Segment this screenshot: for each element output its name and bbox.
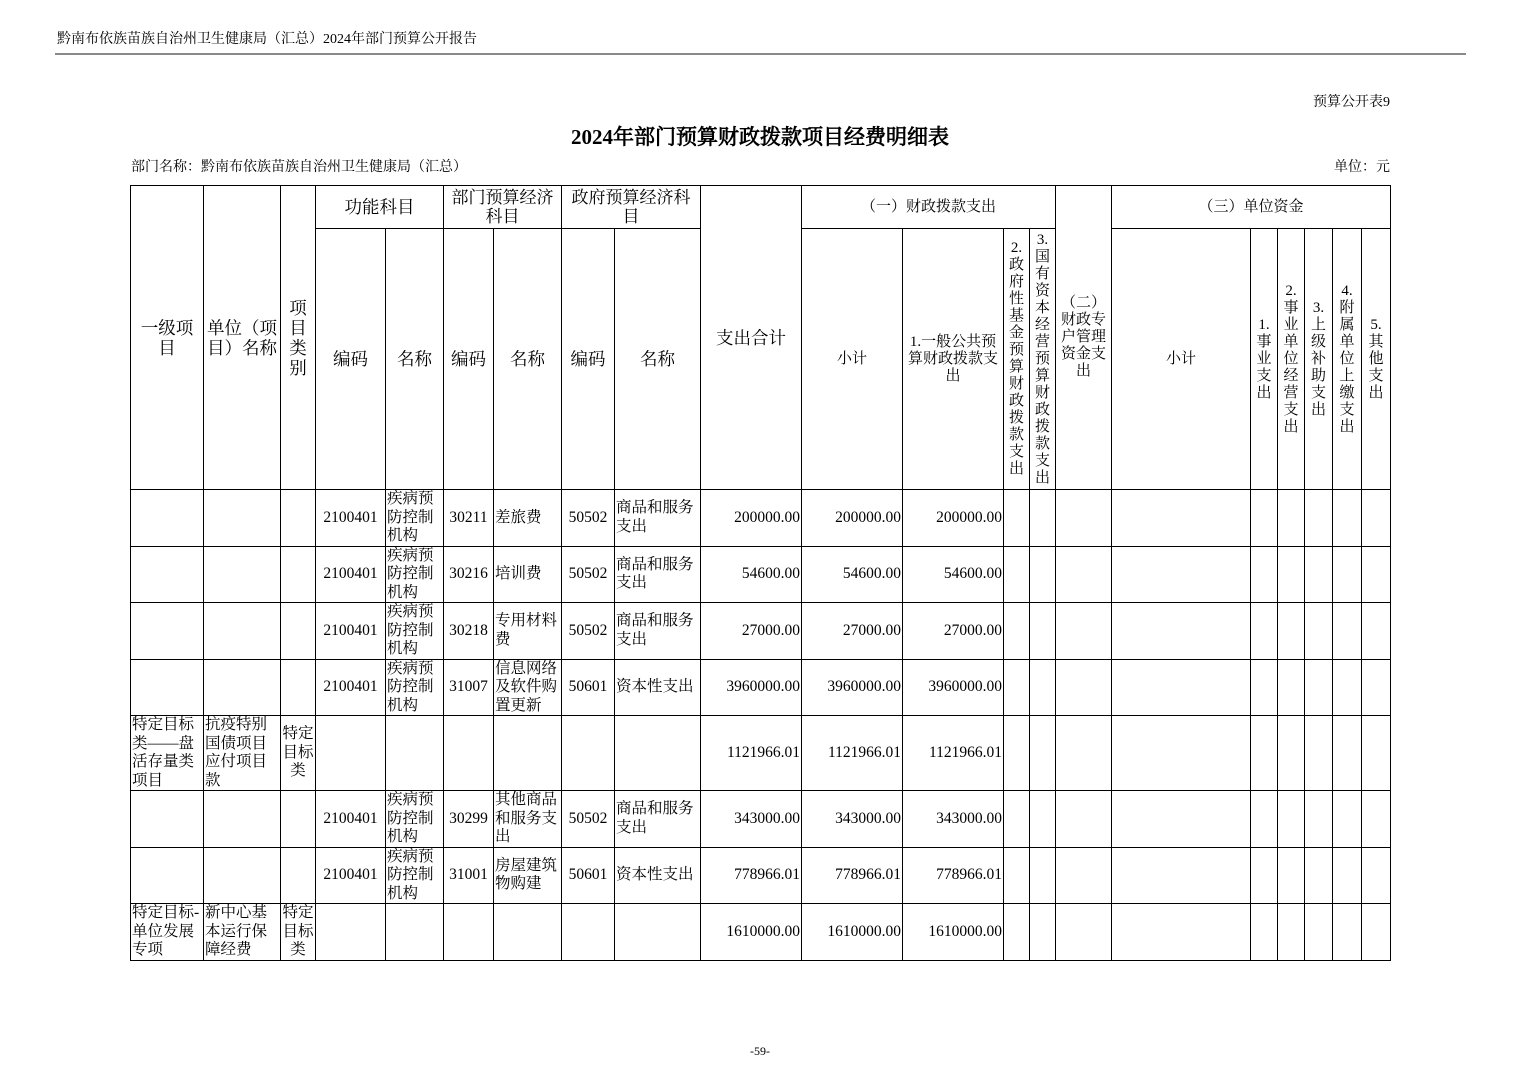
superior-subsidy-expenditure-cell — [1305, 546, 1333, 603]
gov-fund-budget-cell — [1004, 847, 1030, 904]
special-account-funds-cell — [1056, 904, 1112, 961]
header-general-public-budget: 1.一般公共预算财政拨款支出 — [903, 229, 1004, 490]
running-header: 黔南布依族苗族自治州卫生健康局（汇总）2024年部门预算公开报告 — [57, 32, 477, 47]
fiscal-subtotal-cell: 343000.00 — [802, 791, 903, 848]
dept-econ-name-cell: 专用材料费 — [494, 603, 562, 660]
project-category-cell — [281, 847, 316, 904]
table-row — [131, 659, 1391, 716]
other-expenditure-cell — [1362, 490, 1391, 547]
header-unit-funds: （三）单位资金 — [1112, 186, 1391, 229]
dept-econ-name-cell: 培训费 — [494, 546, 562, 603]
header-dept-economic-subject: 部门预算经济科目 — [444, 186, 562, 229]
unit-funds-subtotal-cell — [1112, 791, 1251, 848]
state-capital-budget-cell — [1030, 904, 1056, 961]
functional-name-cell: 疾病预防控制机构 — [386, 791, 444, 848]
dept-econ-code-cell: 31007 — [444, 659, 494, 716]
gov-fund-budget-cell — [1004, 603, 1030, 660]
header-functional-code: 编码 — [316, 229, 386, 490]
header-state-capital-budget: 3.国有资本经营预算财政拨款支出 — [1030, 229, 1056, 490]
other-expenditure-cell — [1362, 659, 1391, 716]
gov-econ-name-cell: 商品和服务支出 — [615, 546, 701, 603]
dept-econ-name-cell — [494, 904, 562, 961]
superior-subsidy-expenditure-cell — [1305, 904, 1333, 961]
unit-funds-subtotal-cell — [1112, 716, 1251, 791]
header-project-category: 项目类别 — [281, 186, 316, 490]
state-capital-budget-cell — [1030, 791, 1056, 848]
header-fiscal-subtotal: 小计 — [802, 229, 903, 490]
header-total-expenditure: 支出合计 — [701, 186, 802, 490]
gov-econ-code-cell: 50502 — [562, 490, 615, 547]
general-public-budget-cell: 1610000.00 — [903, 904, 1004, 961]
total-expenditure-cell: 3960000.00 — [701, 659, 802, 716]
unit-project-name-cell — [204, 847, 281, 904]
state-capital-budget-cell — [1030, 603, 1056, 660]
general-public-budget-cell: 200000.00 — [903, 490, 1004, 547]
dept-econ-code-cell: 30211 — [444, 490, 494, 547]
header-special-account-funds: （二）财政专户管理资金支出 — [1056, 186, 1112, 490]
gov-econ-name-cell: 商品和服务支出 — [615, 490, 701, 547]
unit-project-name-cell — [204, 603, 281, 660]
header-functional-name: 名称 — [386, 229, 444, 490]
general-public-budget-cell: 54600.00 — [903, 546, 1004, 603]
first-level-project-cell — [131, 659, 204, 716]
general-public-budget-cell: 778966.01 — [903, 847, 1004, 904]
other-expenditure-cell — [1362, 546, 1391, 603]
total-expenditure-cell: 27000.00 — [701, 603, 802, 660]
affiliated-remittance-expenditure-cell — [1333, 546, 1362, 603]
gov-econ-code-cell — [562, 904, 615, 961]
gov-econ-code-cell: 50502 — [562, 791, 615, 848]
functional-name-cell: 疾病预防控制机构 — [386, 603, 444, 660]
header-gov-econ-name: 名称 — [615, 229, 701, 490]
gov-fund-budget-cell — [1004, 490, 1030, 547]
superior-subsidy-expenditure-cell — [1305, 716, 1333, 791]
table-row — [131, 847, 1391, 904]
business-operating-expenditure-cell — [1278, 904, 1305, 961]
affiliated-remittance-expenditure-cell — [1333, 659, 1362, 716]
fiscal-subtotal-cell: 27000.00 — [802, 603, 903, 660]
business-operating-expenditure-cell — [1278, 546, 1305, 603]
business-expenditure-cell — [1251, 490, 1278, 547]
project-category-cell — [281, 546, 316, 603]
dept-econ-code-cell — [444, 904, 494, 961]
gov-fund-budget-cell — [1004, 791, 1030, 848]
business-expenditure-cell — [1251, 904, 1278, 961]
superior-subsidy-expenditure-cell — [1305, 847, 1333, 904]
unit-project-name-cell — [204, 546, 281, 603]
superior-subsidy-expenditure-cell — [1305, 791, 1333, 848]
header-dept-econ-code: 编码 — [444, 229, 494, 490]
first-level-project-cell — [131, 791, 204, 848]
header-row-1 — [131, 186, 1391, 229]
functional-name-cell: 疾病预防控制机构 — [386, 490, 444, 547]
functional-name-cell: 疾病预防控制机构 — [386, 546, 444, 603]
gov-econ-name-cell: 资本性支出 — [615, 847, 701, 904]
dept-econ-code-cell: 30216 — [444, 546, 494, 603]
affiliated-remittance-expenditure-cell — [1333, 904, 1362, 961]
gov-fund-budget-cell — [1004, 716, 1030, 791]
general-public-budget-cell: 343000.00 — [903, 791, 1004, 848]
fiscal-subtotal-cell: 3960000.00 — [802, 659, 903, 716]
gov-fund-budget-cell — [1004, 546, 1030, 603]
business-expenditure-cell — [1251, 603, 1278, 660]
project-category-cell — [281, 490, 316, 547]
currency-unit: 单位：元 — [1334, 160, 1390, 175]
affiliated-remittance-expenditure-cell — [1333, 847, 1362, 904]
unit-funds-subtotal-cell — [1112, 603, 1251, 660]
business-operating-expenditure-cell — [1278, 659, 1305, 716]
header-unit-project-name: 单位（项目）名称 — [204, 186, 281, 490]
header-business-expenditure: 1.事业支出 — [1251, 229, 1278, 490]
total-expenditure-cell: 1610000.00 — [701, 904, 802, 961]
dept-econ-name-cell — [494, 716, 562, 791]
business-expenditure-cell — [1251, 791, 1278, 848]
superior-subsidy-expenditure-cell — [1305, 659, 1333, 716]
project-category-cell — [281, 791, 316, 848]
table-row — [131, 546, 1391, 603]
business-expenditure-cell — [1251, 716, 1278, 791]
total-expenditure-cell: 778966.01 — [701, 847, 802, 904]
first-level-project-cell — [131, 603, 204, 660]
affiliated-remittance-expenditure-cell — [1333, 490, 1362, 547]
header-rule — [55, 53, 1466, 55]
dept-econ-code-cell — [444, 716, 494, 791]
unit-project-name-cell — [204, 791, 281, 848]
fiscal-subtotal-cell: 1610000.00 — [802, 904, 903, 961]
special-account-funds-cell — [1056, 603, 1112, 660]
gov-econ-code-cell: 50601 — [562, 847, 615, 904]
superior-subsidy-expenditure-cell — [1305, 490, 1333, 547]
general-public-budget-cell: 3960000.00 — [903, 659, 1004, 716]
table-row — [131, 490, 1391, 547]
gov-econ-name-cell: 商品和服务支出 — [615, 603, 701, 660]
functional-name-cell — [386, 716, 444, 791]
table-row — [131, 716, 1391, 791]
functional-code-cell: 2100401 — [316, 546, 386, 603]
header-first-level-project: 一级项目 — [131, 186, 204, 490]
unit-project-name-cell — [204, 490, 281, 547]
unit-project-name-cell: 新中心基本运行保障经费 — [204, 904, 281, 961]
general-public-budget-cell: 27000.00 — [903, 603, 1004, 660]
fiscal-subtotal-cell: 778966.01 — [802, 847, 903, 904]
state-capital-budget-cell — [1030, 659, 1056, 716]
total-expenditure-cell: 343000.00 — [701, 791, 802, 848]
header-gov-econ-code: 编码 — [562, 229, 615, 490]
first-level-project-cell — [131, 490, 204, 547]
unit-funds-subtotal-cell — [1112, 546, 1251, 603]
unit-project-name-cell: 抗疫特别国债项目应付项目款 — [204, 716, 281, 791]
special-account-funds-cell — [1056, 791, 1112, 848]
first-level-project-cell — [131, 847, 204, 904]
total-expenditure-cell: 200000.00 — [701, 490, 802, 547]
header-gov-economic-subject: 政府预算经济科目 — [562, 186, 701, 229]
business-operating-expenditure-cell — [1278, 603, 1305, 660]
general-public-budget-cell: 1121966.01 — [903, 716, 1004, 791]
first-level-project-cell: 特定目标-单位发展专项 — [131, 904, 204, 961]
fiscal-subtotal-cell: 200000.00 — [802, 490, 903, 547]
special-account-funds-cell — [1056, 716, 1112, 791]
total-expenditure-cell: 54600.00 — [701, 546, 802, 603]
special-account-funds-cell — [1056, 490, 1112, 547]
department-name: 部门名称：黔南布依族苗族自治州卫生健康局（汇总） — [131, 160, 467, 175]
gov-econ-name-cell: 资本性支出 — [615, 659, 701, 716]
gov-fund-budget-cell — [1004, 904, 1030, 961]
business-expenditure-cell — [1251, 546, 1278, 603]
superior-subsidy-expenditure-cell — [1305, 603, 1333, 660]
functional-code-cell — [316, 716, 386, 791]
business-operating-expenditure-cell — [1278, 847, 1305, 904]
other-expenditure-cell — [1362, 603, 1391, 660]
project-category-cell — [281, 659, 316, 716]
special-account-funds-cell — [1056, 659, 1112, 716]
page-number: -59- — [750, 1044, 770, 1058]
functional-code-cell: 2100401 — [316, 603, 386, 660]
business-operating-expenditure-cell — [1278, 490, 1305, 547]
gov-econ-code-cell — [562, 716, 615, 791]
header-functional-subject: 功能科目 — [316, 186, 444, 229]
header-unit-funds-subtotal: 小计 — [1112, 229, 1251, 490]
budget-detail-table — [130, 185, 1391, 961]
header-business-operating-expenditure: 2.事业单位经营支出 — [1278, 229, 1305, 490]
header-gov-fund-budget: 2.政府性基金预算财政拨款支出 — [1004, 229, 1030, 490]
gov-econ-name-cell — [615, 716, 701, 791]
affiliated-remittance-expenditure-cell — [1333, 791, 1362, 848]
total-expenditure-cell: 1121966.01 — [701, 716, 802, 791]
dept-econ-name-cell: 差旅费 — [494, 490, 562, 547]
gov-econ-code-cell: 50601 — [562, 659, 615, 716]
gov-econ-code-cell: 50502 — [562, 546, 615, 603]
header-dept-econ-name: 名称 — [494, 229, 562, 490]
table-row — [131, 904, 1391, 961]
other-expenditure-cell — [1362, 716, 1391, 791]
business-expenditure-cell — [1251, 659, 1278, 716]
project-category-cell: 特定目标类 — [282, 904, 314, 958]
other-expenditure-cell — [1362, 847, 1391, 904]
dept-econ-name-cell: 其他商品和服务支出 — [494, 791, 562, 848]
table-row — [131, 603, 1391, 660]
first-level-project-cell: 特定目标类——盘活存量类项目 — [131, 716, 204, 791]
dept-econ-code-cell: 31001 — [444, 847, 494, 904]
first-level-project-cell — [131, 546, 204, 603]
state-capital-budget-cell — [1030, 716, 1056, 791]
unit-funds-subtotal-cell — [1112, 904, 1251, 961]
functional-name-cell: 疾病预防控制机构 — [386, 847, 444, 904]
page-title: 2024年部门预算财政拨款项目经费明细表 — [571, 125, 949, 149]
project-category-cell — [281, 603, 316, 660]
fiscal-subtotal-cell: 1121966.01 — [802, 716, 903, 791]
header-other-expenditure: 5.其他支出 — [1362, 229, 1391, 490]
header-superior-subsidy-expenditure: 3.上级补助支出 — [1305, 229, 1333, 490]
table-body — [131, 490, 1391, 961]
functional-code-cell — [316, 904, 386, 961]
state-capital-budget-cell — [1030, 847, 1056, 904]
other-expenditure-cell — [1362, 791, 1391, 848]
affiliated-remittance-expenditure-cell — [1333, 603, 1362, 660]
other-expenditure-cell — [1362, 904, 1391, 961]
unit-project-name-cell — [204, 659, 281, 716]
dept-econ-name-cell: 房屋建筑物购建 — [494, 847, 562, 904]
unit-funds-subtotal-cell — [1112, 659, 1251, 716]
business-operating-expenditure-cell — [1278, 791, 1305, 848]
business-expenditure-cell — [1251, 847, 1278, 904]
dept-econ-name-cell: 信息网络及软件购置更新 — [494, 659, 562, 716]
affiliated-remittance-expenditure-cell — [1333, 716, 1362, 791]
functional-code-cell: 2100401 — [316, 490, 386, 547]
functional-name-cell: 疾病预防控制机构 — [386, 659, 444, 716]
state-capital-budget-cell — [1030, 546, 1056, 603]
header-affiliated-remittance-expenditure: 4.附属单位上缴支出 — [1333, 229, 1362, 490]
special-account-funds-cell — [1056, 546, 1112, 603]
table-header — [131, 186, 1391, 490]
gov-econ-name-cell: 商品和服务支出 — [615, 791, 701, 848]
project-category-cell: 特定目标类 — [281, 716, 316, 791]
state-capital-budget-cell — [1030, 490, 1056, 547]
unit-funds-subtotal-cell — [1112, 490, 1251, 547]
functional-name-cell — [386, 904, 444, 961]
dept-econ-code-cell: 30299 — [444, 791, 494, 848]
gov-econ-code-cell: 50502 — [562, 603, 615, 660]
table-row — [131, 791, 1391, 848]
business-operating-expenditure-cell — [1278, 716, 1305, 791]
gov-econ-name-cell — [615, 904, 701, 961]
unit-funds-subtotal-cell — [1112, 847, 1251, 904]
functional-code-cell: 2100401 — [316, 659, 386, 716]
dept-econ-code-cell: 30218 — [444, 603, 494, 660]
gov-fund-budget-cell — [1004, 659, 1030, 716]
header-fiscal-appropriation: （一）财政拨款支出 — [802, 186, 1056, 229]
fiscal-subtotal-cell: 54600.00 — [802, 546, 903, 603]
functional-code-cell: 2100401 — [316, 847, 386, 904]
table-label: 预算公开表9 — [1313, 95, 1390, 110]
special-account-funds-cell — [1056, 847, 1112, 904]
functional-code-cell: 2100401 — [316, 791, 386, 848]
